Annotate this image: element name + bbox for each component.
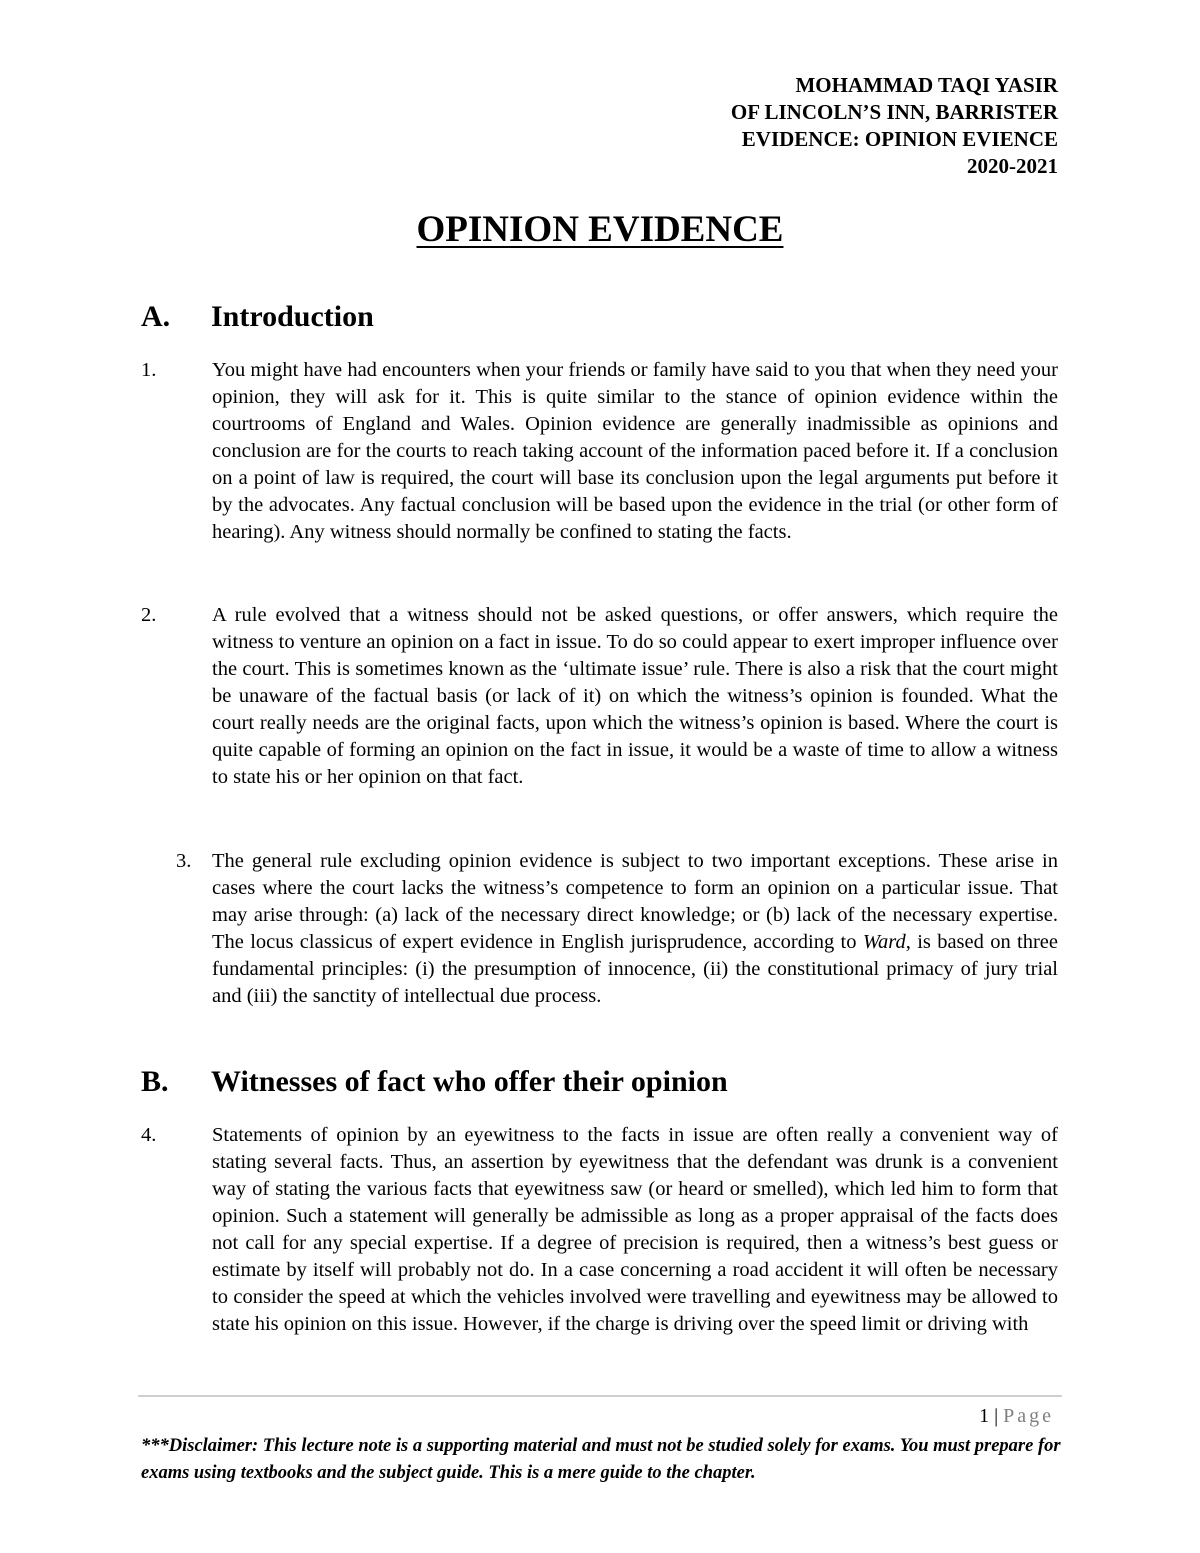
- header-year: 2020-2021: [967, 154, 1058, 178]
- paragraph-2: [141, 602, 1058, 791]
- page-number-value: 1: [979, 1405, 990, 1427]
- paragraph-4: [141, 1122, 1058, 1338]
- disclaimer-note: ***Disclaimer: This lecture note is a supporting material and must not be studied solely for exams. You must prepare for exams using textbooks and the subject guide. This is a mere guide to the chapter.: [141, 1436, 1061, 1483]
- page-number: [979, 1403, 1054, 1429]
- header-block: [731, 72, 1058, 180]
- section-letter: B.: [141, 1065, 169, 1098]
- section-letter: A.: [141, 300, 171, 333]
- paragraph-number: 1.: [141, 359, 157, 381]
- document-title: OPINION EVIDENCE: [416, 209, 784, 250]
- footer-divider: [138, 1395, 1062, 1397]
- paragraph-text: You might have had encounters when your friends or family have said to you that when they need your opinion, they will ask for it. This is quite similar to the stance of opinion evidence within the courtrooms of England and Wales. Opinion evidence are generally inadmissible as opinions and conclusion are for the courts to reach taking account of the information paced before it. If a conclusion on a point of law is required, the court will base its conclusion upon the legal arguments put before it by the advocates. Any factual conclusion will be based upon the evidence in the trial (or other form of hearing). Any witness should normally be confined to stating the facts.: [212, 359, 1058, 543]
- page-label: Page: [1003, 1405, 1054, 1427]
- paragraph-text: A rule evolved that a witness should not be asked questions, or offer answers, which require the witness to venture an opinion on a fact in issue. To do so could appear to exert improper influence over the court. This is sometimes known as the ‘ultimate issue’ rule. There is also a risk that the court might be unaware of the factual basis (or lack of it) on which the witness’s opinion is founded. What the court really needs are the original facts, upon which the witness’s opinion is based. Where the court is quite capable of forming an opinion on the fact in issue, it would be a waste of time to allow a witness to state his or her opinion on that fact.: [212, 604, 1058, 788]
- section-heading-a: [141, 298, 374, 336]
- paragraph-1: [141, 357, 1058, 546]
- paragraph-text: The general rule excluding opinion evidence is subject to two important exceptions. These arise in cases where the court lacks the witness’s competence to form an opinion on a particular issue. That may arise through: (a) lack of the necessary direct knowledge; or (b) lack of the necessary expertise. The locus classicus of expert evidence in English jurisprudence, according to Ward, is based on three fundamental principles: (i) the presumption of innocence, (ii) the constitutional primacy of jury trial and (iii) the sanctity of intellectual due process.: [212, 850, 1058, 1007]
- paragraph-text: Statements of opinion by an eyewitness to the facts in issue are often really a convenient way of stating several facts. Thus, an assertion by eyewitness that the defendant was drunk is a convenient way of stating the various facts that eyewitness saw (or heard or smelled), which led him to form that opinion. Such a statement will generally be admissible as long as a proper appraisal of the facts does not call for any special expertise. If a degree of precision is required, then a witness’s best guess or estimate by itself will probably not do. In a case concerning a road accident it will often be necessary to consider the speed at which the vehicles involved were travelling and eyewitness may be allowed to state his opinion on this issue. However, if the charge is driving over the speed limit or driving with: [212, 1124, 1058, 1335]
- header-affiliation: OF LINCOLN’S INN, BARRISTER: [730, 100, 1058, 124]
- section-heading-b: [141, 1063, 728, 1101]
- case-name-emphasis: Ward: [862, 931, 906, 953]
- page-number-separator: |: [994, 1405, 999, 1427]
- header-topic: EVIDENCE: OPINION EVIENCE: [741, 127, 1058, 151]
- paragraph-number: 2.: [141, 604, 157, 626]
- header-author: MOHAMMAD TAQI YASIR: [795, 73, 1058, 97]
- section-title: Introduction: [211, 300, 374, 333]
- paragraph-number: 3.: [176, 850, 192, 872]
- section-title: Witnesses of fact who offer their opinion: [211, 1065, 728, 1098]
- paragraph-3: [176, 848, 1058, 1010]
- paragraph-number: 4.: [141, 1124, 157, 1146]
